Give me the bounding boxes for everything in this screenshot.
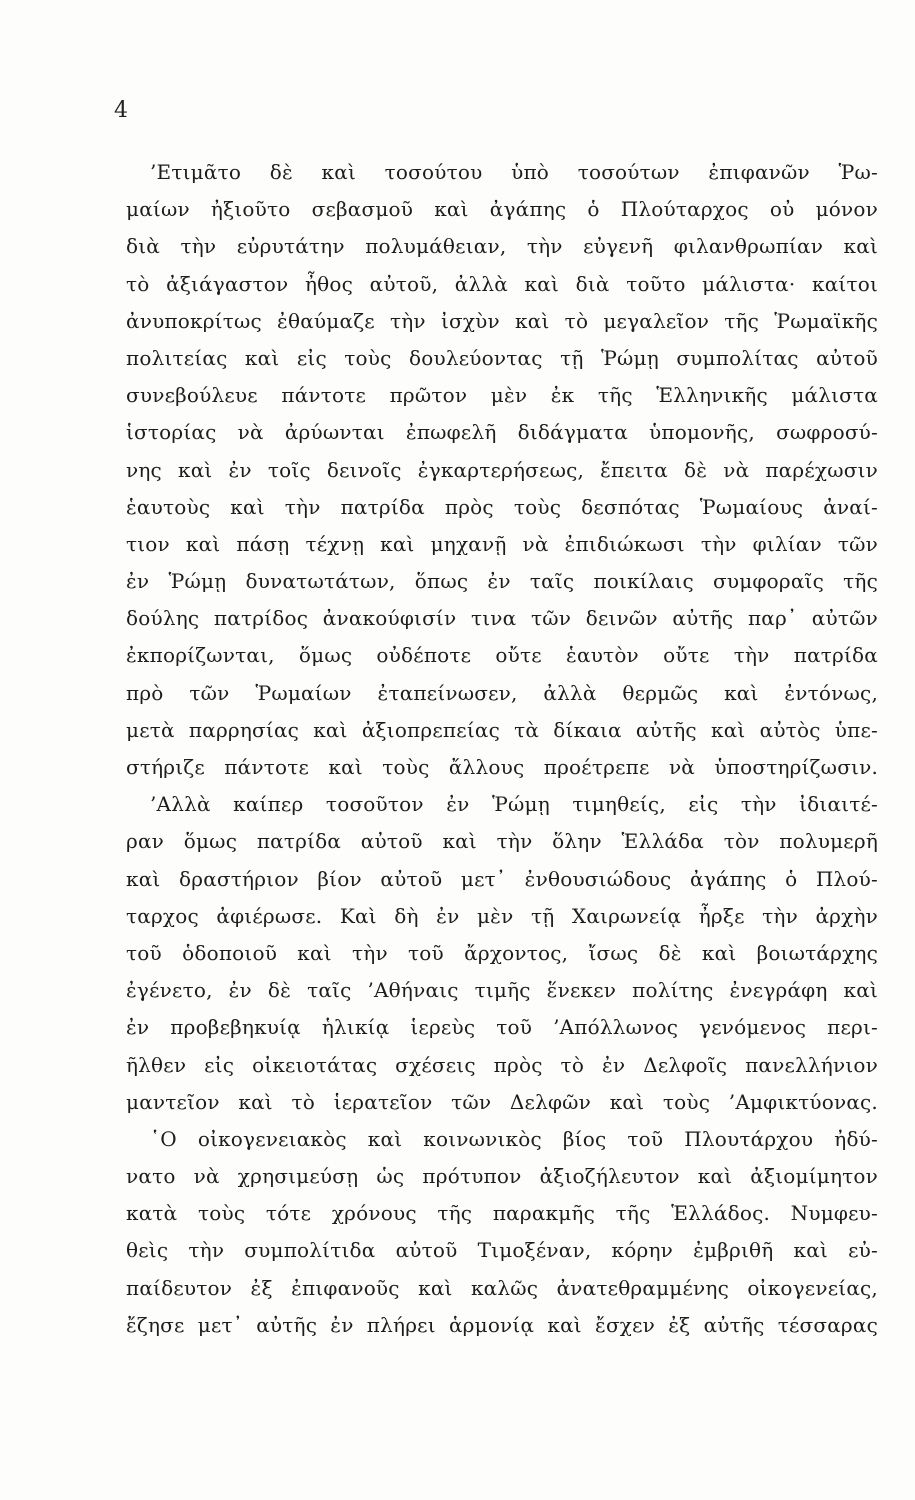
- text-line: ἐν προβεβηκυίᾳ ἡλικίᾳ ἱερεὺς τοῦ ’Απόλλωνος γενόμενος περι-: [126, 1015, 878, 1040]
- text-line: θεὶς τὴν συμπολίτιδα αὐτοῦ Τιμοξέναν, κόρην ἐμβριθῆ καὶ εὐ-: [126, 1238, 878, 1263]
- text-line: ταρχος ἀφιέρωσε. Καὶ δὴ ἐν μὲν τῇ Χαιρωνείᾳ ἦρξε τὴν ἀρχὴν: [126, 903, 878, 928]
- text-line: παίδευτον ἐξ ἐπιφανοῦς καὶ καλῶς ἀνατεθραμμένης οἰκογενείας,: [126, 1275, 878, 1300]
- text-line: μαντεῖον καὶ τὸ ἱερατεῖον τῶν Δελφῶν καὶ τοὺς ’Αμφικτύονας.: [126, 1089, 878, 1114]
- text-line: τοῦ ὁδοποιοῦ καὶ τὴν τοῦ ἄρχοντος, ἴσως δὲ καὶ βοιωτάρχης: [126, 940, 878, 965]
- text-line: τιον καὶ πάσῃ τέχνῃ καὶ μηχανῇ νὰ ἐπιδιώκωσι τὴν φιλίαν τῶν: [126, 531, 878, 556]
- text-line: συνεβούλευε πάντοτε πρῶτον μὲν ἐκ τῆς Ἑλληνικῆς μάλιστα: [126, 383, 878, 408]
- text-line: ἐν Ῥώμῃ δυνατωτάτων, ὅπως ἐν ταῖς ποικίλαις συμφοραῖς τῆς: [126, 569, 878, 594]
- text-line: κατὰ τοὺς τότε χρόνους τῆς παρακμῆς τῆς Ἑλλάδος. Νυμφευ-: [126, 1201, 878, 1226]
- text-line: νης καὶ ἐν τοῖς δεινοῖς ἐγκαρτερήσεως, ἔπειτα δὲ νὰ παρέχωσιν: [126, 457, 878, 482]
- text-line: ἐκπορίζωνται, ὅμως οὐδέποτε οὔτε ἑαυτὸν οὔτε τὴν πατρίδα: [126, 643, 878, 668]
- text-line: μαίων ἠξιοῦτο σεβασμοῦ καὶ ἀγάπης ὁ Πλούταρχος οὐ μόνον: [126, 197, 878, 222]
- text-line: ἀνυποκρίτως ἐθαύμαζε τὴν ἰσχὺν καὶ τὸ μεγαλεῖον τῆς Ῥωμαϊκῆς: [126, 308, 878, 333]
- body-text: [126, 154, 878, 1344]
- text-line: ραν ὅμως πατρίδα αὐτοῦ καὶ τὴν ὅλην Ἑλλάδα τὸν πολυμερῆ: [126, 829, 878, 854]
- text-line: νατο νὰ χρησιμεύσῃ ὡς πρότυπον ἀξιοζήλευτον καὶ ἀξιομίμητον: [126, 1164, 878, 1189]
- text-line: ’Αλλὰ καίπερ τοσοῦτον ἐν Ῥώμῃ τιμηθείς, εἰς τὴν ἰδιαιτέ-: [150, 792, 878, 817]
- text-line: τὸ ἀξιάγαστον ἦθος αὐτοῦ, ἀλλὰ καὶ διὰ τοῦτο μάλιστα· καίτοι: [126, 271, 878, 296]
- text-line: πρὸ τῶν Ῥωμαίων ἐταπείνωσεν, ἀλλὰ θερμῶς καὶ ἐντόνως,: [126, 680, 878, 705]
- page-number: 4: [114, 98, 128, 123]
- text-line: μετὰ παρρησίας καὶ ἀξιοπρεπείας τὰ δίκαια αὐτῆς καὶ αὐτὸς ὑπε-: [126, 717, 878, 742]
- text-line: ἑαυτοὺς καὶ τὴν πατρίδα πρὸς τοὺς δεσπότας Ῥωμαίους ἀναί-: [126, 494, 878, 519]
- text-line: ῆλθεν εἰς οἰκειοτάτας σχέσεις πρὸς τὸ ἐν Δελφοῖς πανελλήνιον: [126, 1052, 878, 1077]
- text-line: ἐγένετο, ἐν δὲ ταῖς ’Αθήναις τιμῆς ἕνεκεν πολίτης ἐνεγράφη καὶ: [126, 978, 878, 1003]
- text-line: δούλης πατρίδος ἀνακούφισίν τινα τῶν δεινῶν αὐτῆς παρ᾽ αὐτῶν: [126, 606, 878, 631]
- text-line: ἱστορίας νὰ ἀρύωνται ἐπωφελῆ διδάγματα ὑπομονῆς, σωφροσύ-: [126, 420, 878, 445]
- text-line: πολιτείας καὶ εἰς τοὺς δουλεύοντας τῇ Ῥώμῃ συμπολίτας αὐτοῦ: [126, 345, 878, 370]
- text-line: καὶ δραστήριον βίον αὐτοῦ μετ᾽ ἐνθουσιώδους ἀγάπης ὁ Πλού-: [126, 866, 878, 891]
- text-line: διὰ τὴν εὐρυτάτην πολυμάθειαν, τὴν εὐγενῆ φιλανθρωπίαν καὶ: [126, 234, 878, 259]
- text-line: στήριζε πάντοτε καὶ τοὺς ἄλλους προέτρεπε νὰ ὑποστηρίζωσιν.: [126, 755, 878, 779]
- text-line: ἔζησε μετ᾽ αὐτῆς ἐν πλήρει ἁρμονίᾳ καὶ ἔσχεν ἐξ αὐτῆς τέσσαρας: [126, 1312, 878, 1337]
- text-line: ’Ετιμᾶτο δὲ καὶ τοσούτου ὑπὸ τοσούτων ἐπιφανῶν Ῥω-: [150, 160, 878, 184]
- text-line: ῾Ο οἰκογενειακὸς καὶ κοινωνικὸς βίος τοῦ Πλουτάρχου ἠδύ-: [150, 1126, 878, 1151]
